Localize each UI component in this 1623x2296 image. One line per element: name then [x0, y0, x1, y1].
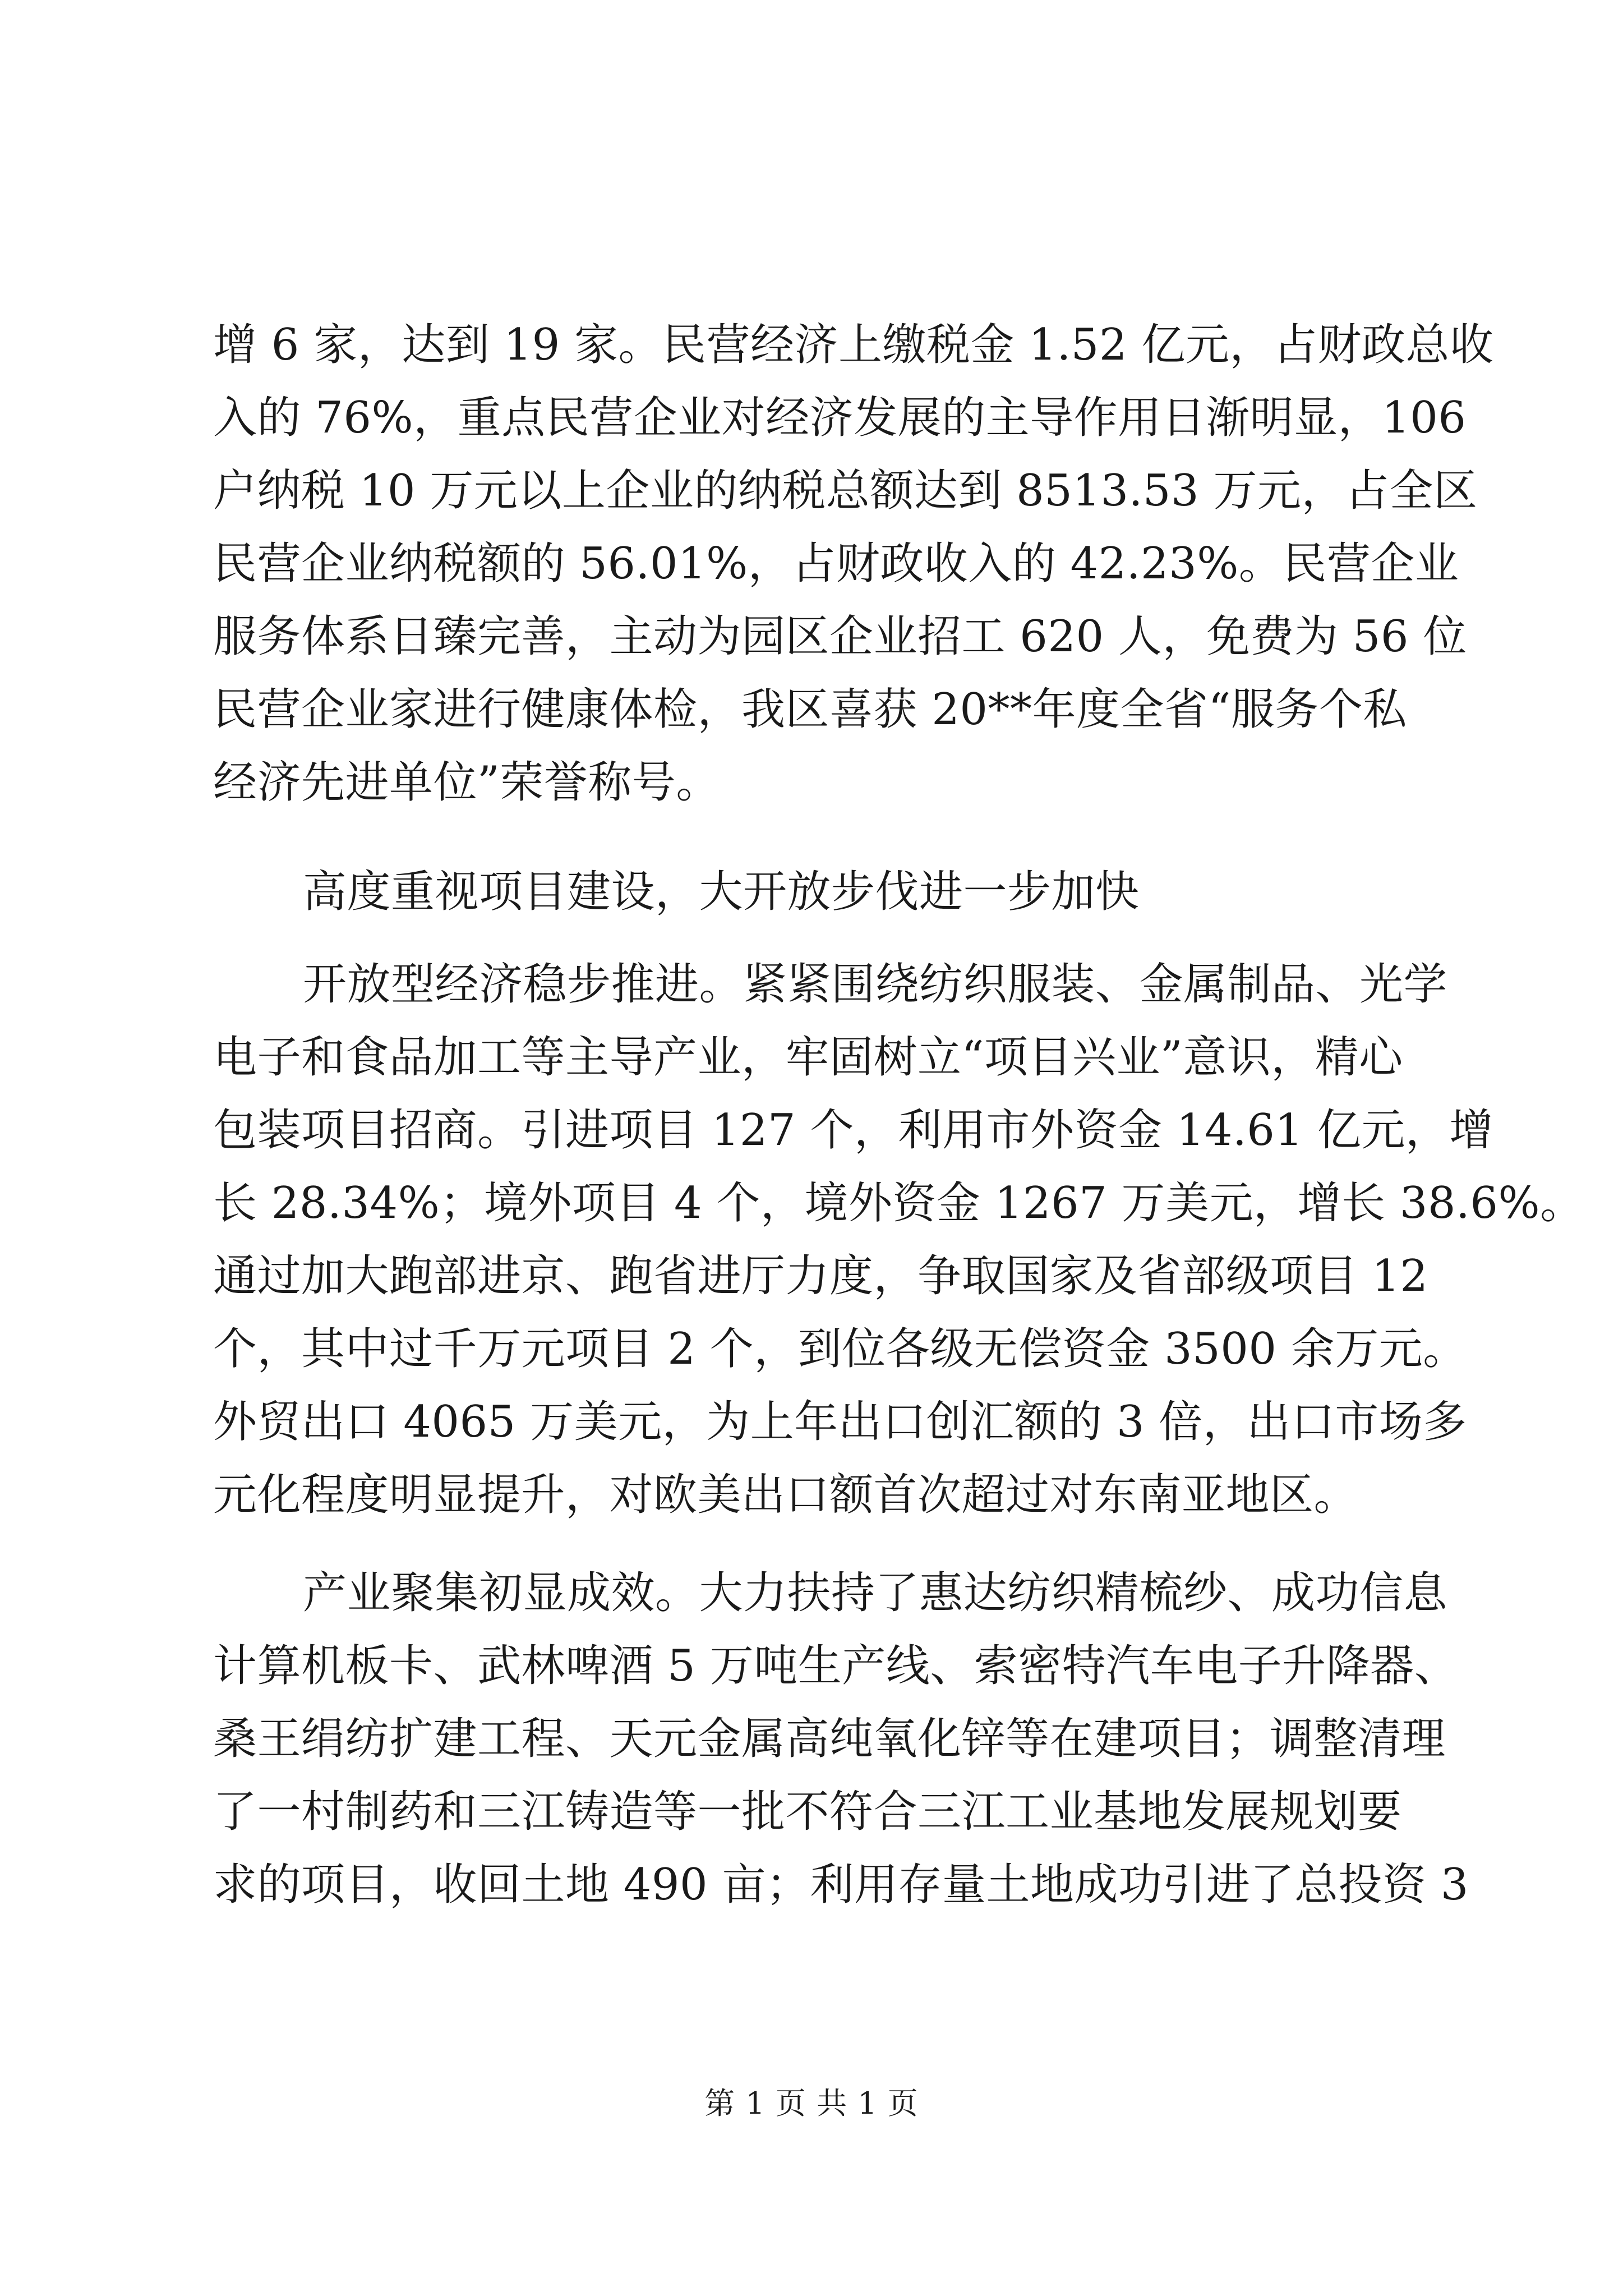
text-line: 计算机板卡、武林啤酒 5 万吨生产线、索密特汽车电子升降器、	[213, 1641, 1459, 1691]
text-line: 服务体系日臻完善，主动为园区企业招工 620 人，免费为 56 位	[213, 611, 1467, 662]
text-line: 民营企业家进行健康体检，我区喜获 20**年度全省“服务个私	[213, 684, 1407, 735]
text-line: 通过加大跑部进京、跑省进厅力度，争取国家及省部级项目 12	[213, 1251, 1428, 1301]
text-line: 入的 76%，重点民营企业对经济发展的主导作用日渐明显，106	[213, 393, 1467, 443]
paragraph-first-line: 开放型经济稳步推进。紧紧围绕纺织服装、金属制品、光学	[303, 959, 1448, 1010]
text-line: 户纳税 10 万元以上企业的纳税总额达到 8513.53 万元，占全区	[213, 466, 1478, 516]
text-line: 外贸出口 4065 万美元，为上年出口创汇额的 3 倍，出口市场多	[213, 1397, 1467, 1447]
paragraph-first-line: 产业聚集初显成效。大力扶持了惠达纺织精梳纱、成功信息	[303, 1568, 1448, 1618]
text-line: 包装项目招商。引进项目 127 个，利用市外资金 14.61 亿元，增	[213, 1105, 1493, 1156]
text-line: 了一村制药和三江铸造等一批不符合三江工业基地发展规划要	[213, 1787, 1402, 1837]
text-line: 增 6 家，达到 19 家。民营经济上缴税金 1.52 亿元，占财政总收	[213, 320, 1494, 370]
text-line: 电子和食品加工等主导产业，牢固树立“项目兴业”意识，精心	[213, 1032, 1403, 1083]
text-line: 民营企业纳税额的 56.01%，占财政收入的 42.23%。民营企业	[213, 539, 1459, 589]
text-line: 桑王绢纺扩建工程、天元金属高纯氧化锌等在建项目；调整清理	[213, 1714, 1446, 1764]
text-line: 元化程度明显提升，对欧美出口额首次超过对东南亚地区。	[213, 1470, 1358, 1520]
text-line: 个，其中过千万元项目 2 个，到位各级无偿资金 3500 余万元。	[213, 1324, 1467, 1374]
section-heading: 高度重视项目建设，大开放步伐进一步加快	[303, 867, 1140, 917]
page-footer: 第 1 页 共 1 页	[704, 2086, 919, 2121]
text-line: 求的项目，收回土地 490 亩；利用存量土地成功引进了总投资 3	[213, 1860, 1469, 1910]
text-line: 长 28.34%；境外项目 4 个，境外资金 1267 万美元，增长 38.6%。	[213, 1178, 1584, 1228]
text-line: 经济先进单位”荣誉称号。	[213, 757, 720, 808]
